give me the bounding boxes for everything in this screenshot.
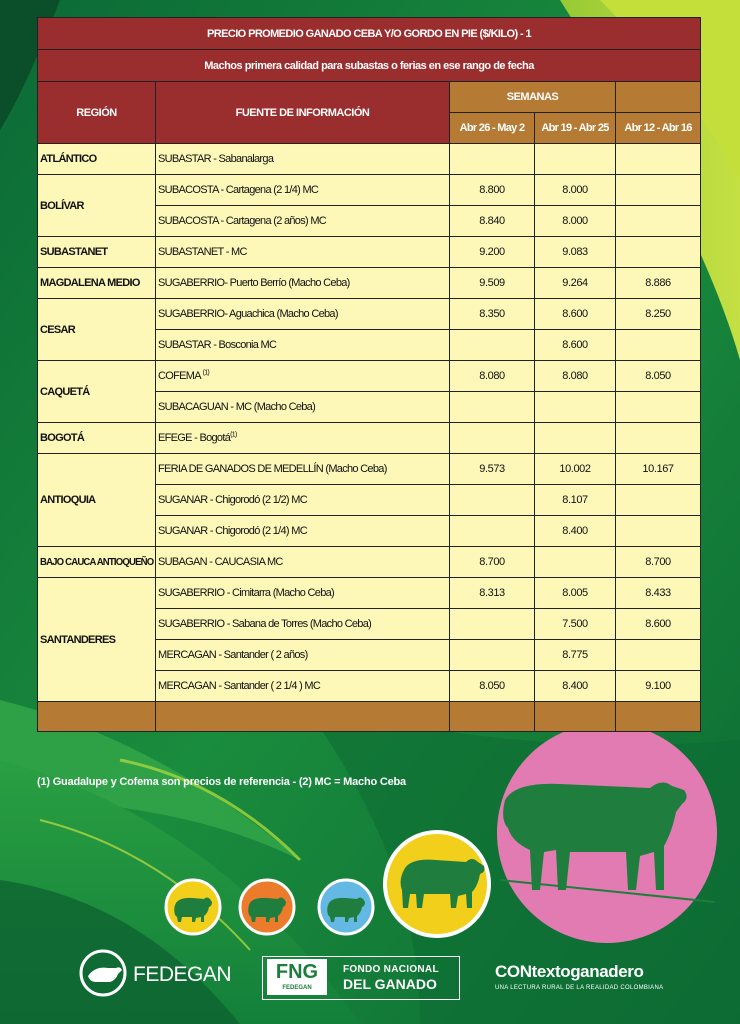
table-row [38, 175, 701, 206]
value-cell: 8.400 [535, 671, 616, 702]
source-cell [156, 268, 450, 299]
region-cell: ANTIOQUIA [38, 454, 156, 547]
value-cell: 8.005 [535, 578, 616, 609]
value-cell: 8.080 [535, 361, 616, 392]
source-text: EFEGE - Bogotá [158, 432, 231, 444]
value-cell: 8.107 [535, 485, 616, 516]
value-cell: 10.002 [535, 454, 616, 485]
value-cell [535, 423, 616, 454]
column-header-weeks: SEMANAS [450, 82, 616, 113]
source-text: SUBACOSTA - Cartagena (2 años) MC [158, 215, 327, 227]
value-cell: 9.100 [616, 671, 701, 702]
footnote: (1) Guadalupe y Cofema son precios de referencia - (2) MC = Macho Ceba [37, 776, 406, 788]
value-cell: 8.600 [616, 609, 701, 640]
value-cell: 8.250 [616, 299, 701, 330]
fedegan-logo-icon [81, 951, 125, 995]
footer-cell [38, 702, 156, 732]
fng-logo [262, 956, 460, 1000]
cow-icon [248, 898, 286, 923]
footer-cell [450, 702, 535, 732]
table-row [38, 361, 701, 392]
value-cell [616, 175, 701, 206]
table-row [38, 578, 701, 609]
price-table [37, 17, 701, 732]
source-cell [156, 547, 450, 578]
column-header-source: FUENTE DE INFORMACIÓN [156, 82, 450, 144]
value-cell [616, 485, 701, 516]
region-cell: BOGOTÁ [38, 423, 156, 454]
source-cell [156, 144, 450, 175]
source-text: SUBACAGUAN - MC (Macho Ceba) [158, 401, 316, 413]
source-text: SUGANAR - Chigorodó (2 1/4) MC [158, 525, 307, 537]
table-row [38, 237, 701, 268]
value-cell: 8.000 [535, 175, 616, 206]
source-text: SUBAGAN - CAUCASIA MC [158, 556, 283, 568]
source-text: SUGABERRIO- Aguachica (Macho Ceba) [158, 308, 338, 320]
region-cell: SANTANDERES [38, 578, 156, 702]
source-text: SUGANAR - Chigorodó (2 1/2) MC [158, 494, 307, 506]
footer-cell [616, 702, 701, 732]
contexto-ganadero-logo: CONtextoganadero [495, 962, 644, 981]
source-text: MERCAGAN - Santander ( 2 años) [158, 649, 308, 661]
value-cell [450, 609, 535, 640]
fng-logo-mark: FNG [267, 959, 327, 995]
value-cell: 9.264 [535, 268, 616, 299]
source-cell [156, 206, 450, 237]
value-cell: 8.600 [535, 299, 616, 330]
fng-name-line1: FONDO NACIONAL [343, 964, 439, 975]
value-cell [535, 547, 616, 578]
cow-icon [174, 898, 212, 923]
table-title: PRECIO PROMEDIO GANADO CEBA Y/O GORDO EN PIE ($/KILO) - 1 [38, 18, 701, 50]
value-cell [616, 237, 701, 268]
value-cell: 9.083 [535, 237, 616, 268]
fng-logo-sub: FEDEGAN [282, 985, 312, 991]
value-cell: 8.840 [450, 206, 535, 237]
source-cell [156, 485, 450, 516]
source-text: FERIA DE GANADOS DE MEDELLÍN (Macho Ceba) [158, 463, 387, 475]
value-cell [450, 423, 535, 454]
source-text: SUGABERRIO - Sabana de Torres (Macho Ceba) [158, 618, 372, 630]
footnote-marker: (1) [230, 431, 237, 439]
source-cell [156, 609, 450, 640]
column-header-week-1: Abr 26 - May 2 [450, 113, 535, 144]
source-text: COFEMA [158, 370, 203, 382]
column-header-week-3: Abr 12 - Abr 16 [616, 113, 701, 144]
value-cell: 8.080 [450, 361, 535, 392]
table-row [38, 268, 701, 299]
source-cell [156, 454, 450, 485]
footer-cell [156, 702, 450, 732]
region-cell: BOLÍVAR [38, 175, 156, 237]
table-row [38, 144, 701, 175]
value-cell: 8.000 [535, 206, 616, 237]
table-subtitle: Machos primera calidad para subastas o ferias en ese rango de fecha [38, 50, 701, 82]
value-cell [616, 330, 701, 361]
value-cell: 8.433 [616, 578, 701, 609]
value-cell: 8.800 [450, 175, 535, 206]
value-cell [616, 423, 701, 454]
value-cell [616, 206, 701, 237]
value-cell [450, 144, 535, 175]
source-cell [156, 423, 450, 454]
value-cell [616, 516, 701, 547]
value-cell: 8.050 [450, 671, 535, 702]
value-cell: 8.313 [450, 578, 535, 609]
value-cell [450, 330, 535, 361]
source-cell [156, 175, 450, 206]
value-cell: 8.700 [450, 547, 535, 578]
source-text: SUBACOSTA - Cartagena (2 1/4) MC [158, 184, 319, 196]
source-cell [156, 516, 450, 547]
region-cell: CAQUETÁ [38, 361, 156, 423]
source-text: SUBASTANET - MC [158, 246, 247, 258]
value-cell [616, 640, 701, 671]
source-text: SUGABERRIO - Cimitarra (Macho Ceba) [158, 587, 334, 599]
source-text: SUGABERRIO- Puerto Berrío (Macho Ceba) [158, 277, 350, 289]
value-cell [535, 144, 616, 175]
source-cell [156, 671, 450, 702]
source-text: SUBASTAR - Bosconia MC [158, 339, 277, 351]
column-header-spacer [616, 82, 701, 113]
value-cell: 8.400 [535, 516, 616, 547]
source-cell [156, 237, 450, 268]
region-cell: BAJO CAUCA ANTIOQUEÑO [38, 547, 156, 578]
fng-name-line2: DEL GANADO [343, 976, 437, 992]
source-text: SUBASTAR - Sabanalarga [158, 153, 274, 165]
table-row [38, 299, 701, 330]
region-cell: MAGDALENA MEDIO [38, 268, 156, 299]
column-header-week-2: Abr 19 - Abr 25 [535, 113, 616, 144]
value-cell [450, 640, 535, 671]
source-cell [156, 330, 450, 361]
value-cell [616, 144, 701, 175]
contexto-ganadero-tagline: UNA LECTURA RURAL DE LA REALIDAD COLOMBIANA [495, 985, 664, 991]
table-footer-row [38, 702, 701, 732]
cow-icon [327, 898, 365, 923]
value-cell: 8.050 [616, 361, 701, 392]
cow-icon [500, 782, 715, 902]
table-row [38, 454, 701, 485]
footer-cell [535, 702, 616, 732]
value-cell: 8.700 [616, 547, 701, 578]
value-cell [450, 516, 535, 547]
value-cell: 9.509 [450, 268, 535, 299]
footnote-marker: (1) [202, 369, 210, 377]
value-cell: 8.600 [535, 330, 616, 361]
region-cell: ATLÁNTICO [38, 144, 156, 175]
source-cell [156, 361, 450, 392]
region-cell: CESAR [38, 299, 156, 361]
value-cell: 8.350 [450, 299, 535, 330]
source-cell [156, 392, 450, 423]
source-cell [156, 640, 450, 671]
source-cell [156, 299, 450, 330]
fng-logo-name [343, 963, 439, 991]
value-cell [450, 392, 535, 423]
value-cell [535, 392, 616, 423]
value-cell: 8.886 [616, 268, 701, 299]
region-cell: SUBASTANET [38, 237, 156, 268]
source-text: MERCAGAN - Santander ( 2 1/4 ) MC [158, 680, 321, 692]
value-cell: 10.167 [616, 454, 701, 485]
value-cell [616, 392, 701, 423]
table-row [38, 423, 701, 454]
value-cell: 7.500 [535, 609, 616, 640]
cow-icon [401, 859, 485, 908]
fedegan-logo-text: FEDEGAN [133, 963, 232, 986]
value-cell: 9.573 [450, 454, 535, 485]
table-row [38, 547, 701, 578]
value-cell: 8.775 [535, 640, 616, 671]
column-header-region: REGIÓN [38, 82, 156, 144]
value-cell: 9.200 [450, 237, 535, 268]
source-cell [156, 578, 450, 609]
value-cell [450, 485, 535, 516]
